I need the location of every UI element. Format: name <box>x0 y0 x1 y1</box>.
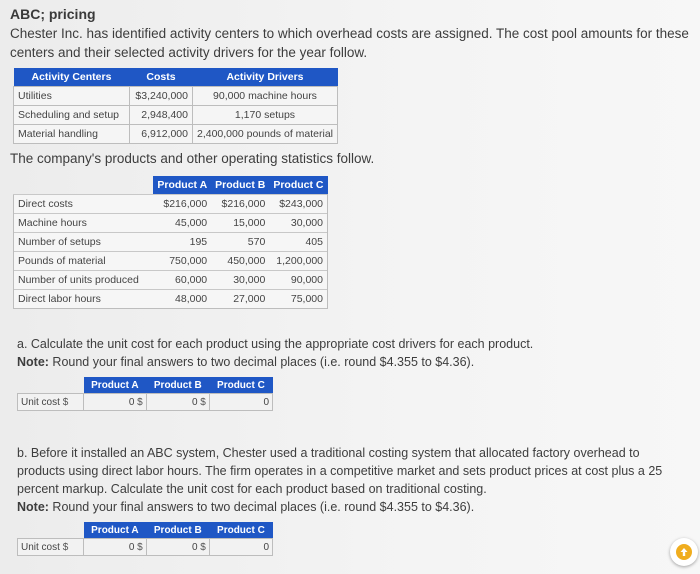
part-b-question <box>17 444 687 516</box>
part-a-note-text: Round your final answers to two decimal places (i.e. round $4.355 to $4.36). <box>48 355 475 369</box>
row-label: Machine hours <box>14 214 154 233</box>
table-row <box>14 125 338 144</box>
cell: 15,000 <box>211 214 269 233</box>
col-header: Product C <box>269 176 327 195</box>
cell: 30,000 <box>269 214 327 233</box>
cell: 750,000 <box>153 252 211 271</box>
table-header-row <box>18 522 273 539</box>
col-header: Product A <box>84 377 147 394</box>
col-header: Product C <box>209 377 272 394</box>
table-row <box>14 87 338 106</box>
cell: Scheduling and setup <box>14 106 130 125</box>
col-header: Product B <box>146 522 209 539</box>
table-row <box>18 539 273 556</box>
cell: 1,170 setups <box>192 106 337 125</box>
cell: $3,240,000 <box>129 87 192 106</box>
unit-cost-label: Unit cost <box>21 396 60 408</box>
unit-cost-label: Unit cost <box>21 541 60 553</box>
part-b-note-label: Note: <box>17 500 49 514</box>
cell: 48,000 <box>153 290 211 309</box>
part-b-answer-table <box>17 522 273 556</box>
unit-cost-input-a[interactable]: 0 $ <box>84 539 147 556</box>
cell: 90,000 <box>269 271 327 290</box>
part-b-question-text: b. Before it installed an ABC system, Chester used a traditional costing system that allocated factory overhead to products using direct labor hours. The firm operates in a competitive market and sets product prices at cost plus a 25 percent markup. Calculate the unit cost for each product based on traditional costing. <box>17 446 663 496</box>
row-label: Pounds of material <box>14 252 154 271</box>
table-row <box>14 214 328 233</box>
cell: 450,000 <box>211 252 269 271</box>
cell: $216,000 <box>211 195 269 214</box>
intro-text: Chester Inc. has identified activity centers to which overhead costs are assigned. The cost pool amounts for these centers and their selected activity drivers for the year follow. <box>10 26 689 60</box>
cell: 195 <box>153 233 211 252</box>
row-label: Number of setups <box>14 233 154 252</box>
unit-cost-input-c[interactable]: 0 <box>209 539 272 556</box>
cell: 2,948,400 <box>129 106 192 125</box>
question-title: ABC; pricing <box>10 6 96 22</box>
cell: 1,200,000 <box>269 252 327 271</box>
table-row <box>14 233 328 252</box>
currency-symbol: $ <box>62 541 69 553</box>
part-a-question <box>17 335 687 371</box>
part-a-question-text: a. Calculate the unit cost for each product using the appropriate cost drivers for each product. <box>17 337 534 351</box>
cell: 60,000 <box>153 271 211 290</box>
cell: 405 <box>269 233 327 252</box>
cell: 6,912,000 <box>129 125 192 144</box>
table-row <box>18 394 273 411</box>
row-label <box>18 539 84 556</box>
table-row <box>14 106 338 125</box>
currency-symbol: $ <box>62 396 69 408</box>
unit-cost-input-c[interactable]: 0 <box>209 394 272 411</box>
unit-cost-input-b[interactable]: 0 $ <box>146 539 209 556</box>
table-row <box>14 290 328 309</box>
col-header: Activity Centers <box>14 68 130 87</box>
cell: Material handling <box>14 125 130 144</box>
part-b-note-text: Round your final answers to two decimal places (i.e. round $4.355 to $4.36). <box>48 500 475 514</box>
products-intro: The company's products and other operating statistics follow. <box>10 151 375 166</box>
table-header-row <box>18 377 273 394</box>
activity-centers-table <box>13 68 338 144</box>
cell: 570 <box>211 233 269 252</box>
table-row <box>14 271 328 290</box>
cell: 75,000 <box>269 290 327 309</box>
part-a-note-label: Note: <box>17 355 49 369</box>
row-label <box>18 394 84 411</box>
cell: 2,400,000 pounds of material <box>192 125 337 144</box>
scroll-top-button[interactable] <box>670 538 698 566</box>
col-header: Product C <box>209 522 272 539</box>
col-header: Activity Drivers <box>192 68 337 87</box>
row-label: Direct costs <box>14 195 154 214</box>
col-header: Product A <box>84 522 147 539</box>
row-label: Number of units produced <box>14 271 154 290</box>
table-header-row <box>14 176 328 195</box>
products-table <box>13 176 328 309</box>
cell: $243,000 <box>269 195 327 214</box>
col-header: Product B <box>211 176 269 195</box>
cell: 30,000 <box>211 271 269 290</box>
cell: 27,000 <box>211 290 269 309</box>
table-row <box>14 252 328 271</box>
table-row <box>14 195 328 214</box>
cell: $216,000 <box>153 195 211 214</box>
part-a-answer-table <box>17 377 273 411</box>
table-header-row <box>14 68 338 87</box>
col-header: Product B <box>146 377 209 394</box>
col-header: Costs <box>129 68 192 87</box>
cell: Utilities <box>14 87 130 106</box>
cell: 90,000 machine hours <box>192 87 337 106</box>
unit-cost-input-a[interactable]: 0 $ <box>84 394 147 411</box>
row-label: Direct labor hours <box>14 290 154 309</box>
cell: 45,000 <box>153 214 211 233</box>
unit-cost-input-b[interactable]: 0 $ <box>146 394 209 411</box>
col-header: Product A <box>153 176 211 195</box>
arrow-up-icon <box>676 544 692 560</box>
